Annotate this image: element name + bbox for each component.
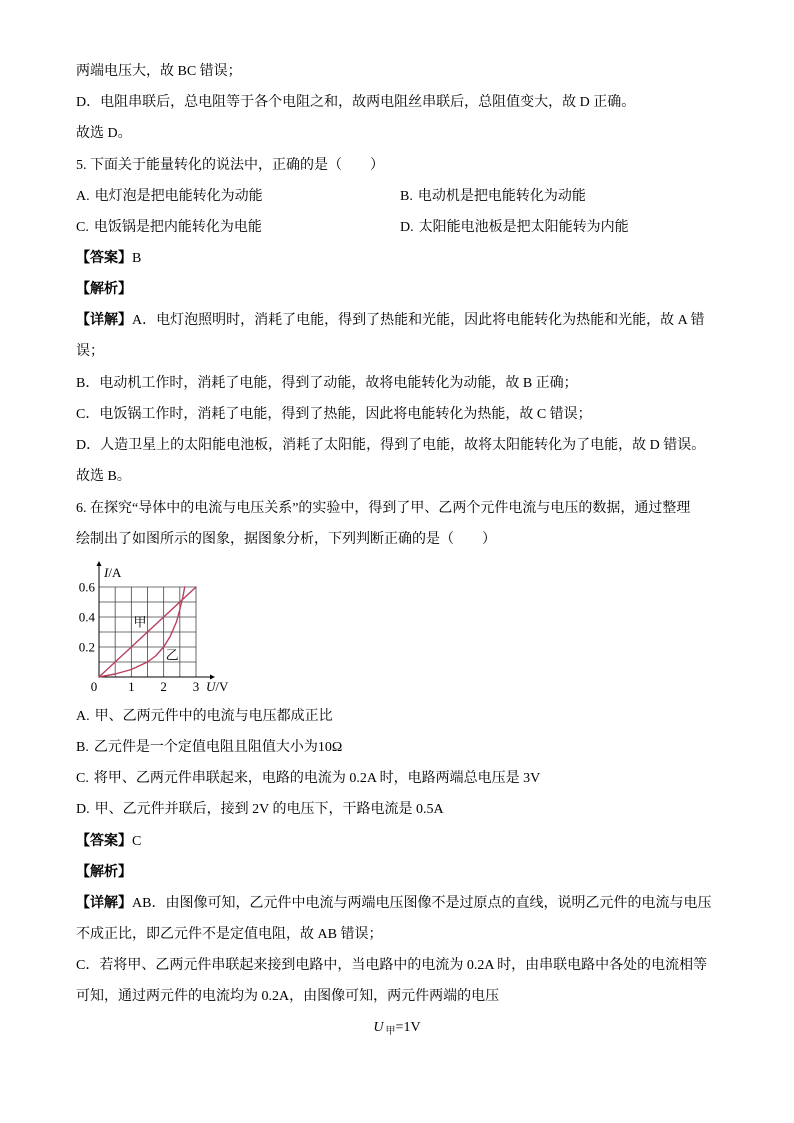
q6-detail-line: 可知，通过两元件的电流均为 0.2A，由图像可知，两元件两端的电压: [76, 989, 500, 1004]
answer-value: C: [132, 834, 142, 849]
q5-detail-line: D．人造卫星上的太阳能电池板，消耗了太阳能，得到了电能，故将太阳能转化为了电能，故 D 错误。: [76, 438, 706, 453]
q6-detail-line: 不成正比，即乙元件不是定值电阻，故 AB 错误；: [76, 927, 383, 942]
series-label-1: 甲: [133, 614, 147, 630]
option-label: A.: [76, 189, 90, 204]
q6-detail-line: C．若将甲、乙两元件串联起来接到电路中，当电路中的电流为 0.2A 时，由串联电路中各处的电流相等: [76, 958, 708, 973]
option-text: 太阳能电池板是把太阳能转为内能: [418, 220, 629, 235]
q5-option-a: [76, 187, 263, 207]
q5-conclusion: 故选 B。: [76, 469, 131, 484]
equation-subscript: 甲: [385, 1026, 396, 1037]
option-label: B.: [76, 740, 89, 755]
q6-detail-line: [76, 894, 711, 914]
option-label: A.: [76, 709, 90, 724]
q6-stem-line: 绘制出了如图所示的图象，据图象分析，下列判断正确的是（ ）: [76, 532, 496, 547]
prev-conclusion: 故选 D。: [76, 126, 132, 141]
y-tick-label: 0.6: [78, 579, 95, 595]
equation-symbol: U: [373, 1020, 384, 1035]
option-label: B.: [400, 189, 413, 204]
option-text: 将甲、乙两元件串联起来，电路的电流为 0.2A 时，电路两端总电压是 3V: [93, 771, 541, 786]
q6-option-a: [76, 707, 333, 727]
q5-option-b: [400, 187, 586, 207]
detail-tag: 【详解】: [76, 896, 132, 911]
q6-option-d: [76, 800, 444, 820]
q5-option-c: [76, 218, 262, 238]
answer-value: B: [132, 251, 142, 266]
current-voltage-chart: [70, 558, 250, 698]
q5-detail-line: [76, 311, 704, 331]
y-tick-label: 0.4: [78, 609, 95, 625]
y-axis-symbol: I: [104, 565, 109, 580]
option-text: 电灯泡是把电能转化为动能: [94, 189, 263, 204]
y-axis-label: [103, 565, 122, 580]
option-label: C.: [76, 220, 89, 235]
equation-value: =1V: [395, 1020, 421, 1035]
answer-tag: 【答案】: [76, 834, 132, 849]
prev-solution-line: D．电阻串联后，总电阻等于各个电阻之和，故两电阻丝串联后，总阻值变大，故 D 正确。: [76, 95, 636, 110]
y-axis-unit: /A: [108, 565, 122, 580]
q5-detail-line: B．电动机工作时，消耗了电能，得到了动能，故将电能转化为动能，故 B 正确；: [76, 376, 578, 391]
q5-option-d: [400, 218, 629, 238]
q6-stem-line: 6. 在探究“导体中的电流与电压关系”的实验中，得到了甲、乙两个元件电流与电压的数据，通过整理: [76, 501, 691, 516]
option-text: 电动机是把电能转化为动能: [417, 189, 586, 204]
detail-text: AB．由图像可知，乙元件中电流与两端电压图像不是过原点的直线，说明乙元件的电流与电压: [132, 896, 712, 911]
x-tick-label: 2: [160, 679, 167, 694]
x-axis-symbol: U: [206, 679, 216, 694]
y-axis-arrow: [97, 561, 102, 566]
option-label: D.: [76, 802, 90, 817]
detail-text: A．电灯泡照明时，消耗了电能，得到了热能和光能，因此将电能转化为热能和光能，故 A 错: [132, 313, 705, 328]
detail-tag: 【详解】: [76, 313, 132, 328]
x-axis-label: [206, 679, 229, 694]
x-tick-label: 1: [128, 679, 135, 694]
q5-detail-line: 误；: [76, 344, 104, 359]
q6-analysis-tag: 【解析】: [76, 865, 132, 880]
q6-option-c: [76, 769, 540, 789]
x-tick-label: 3: [192, 679, 200, 694]
q6-answer: [76, 832, 141, 852]
y-tick-label: 0.2: [78, 639, 95, 655]
q5-analysis-tag: 【解析】: [76, 282, 132, 297]
option-label: C.: [76, 771, 89, 786]
answer-tag: 【答案】: [76, 251, 132, 266]
q5-detail-line: C．电饭锅工作时，消耗了电能，得到了热能，因此将电能转化为热能，故 C 错误；: [76, 407, 592, 422]
option-text: 电饭锅是把内能转化为电能: [93, 220, 262, 235]
x-axis-unit: /V: [215, 679, 229, 694]
option-text: 甲、乙元件并联后，接到 2V 的电压下，干路电流是 0.5A: [94, 802, 444, 817]
option-text: 乙元件是一个定值电阻且阻值大小为10Ω: [93, 740, 343, 755]
series-label-2: 乙: [165, 647, 179, 663]
prev-solution-line: 两端电压大，故 BC 错误；: [76, 64, 242, 79]
origin-label: 0: [90, 679, 98, 694]
option-text: 甲、乙两元件中的电流与电压都成正比: [94, 709, 333, 724]
option-label: D.: [400, 220, 414, 235]
q5-answer: [76, 249, 141, 269]
voltage-equation: [0, 1018, 794, 1042]
q5-stem: 5. 下面关于能量转化的说法中，正确的是（ ）: [76, 158, 384, 173]
q6-option-b: [76, 738, 342, 758]
